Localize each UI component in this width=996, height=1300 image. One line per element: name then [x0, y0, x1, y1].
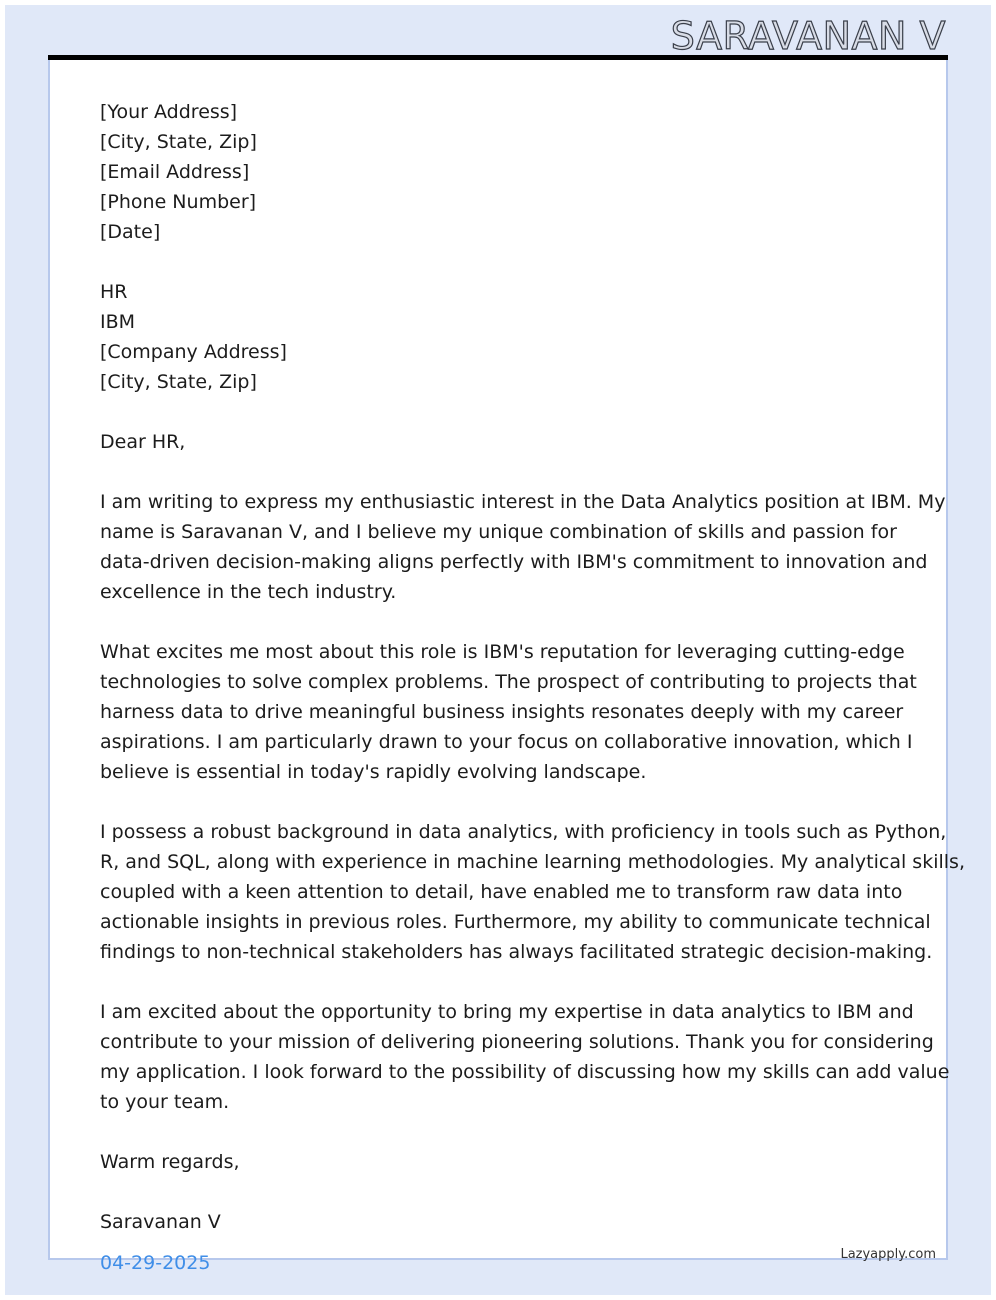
paragraph-line: harness data to drive meaningful business insights resonates deeply with my career [100, 701, 904, 723]
recipient-city-state-zip: [City, State, Zip] [100, 371, 257, 393]
sender-date: [Date] [100, 221, 161, 243]
sender-city-state-zip: [City, State, Zip] [100, 131, 257, 153]
paragraph-line: excellence in the tech industry. [100, 581, 397, 603]
cover-letter [100, 97, 965, 1237]
paragraph-line: I possess a robust background in data analytics, with proficiency in tools such as Python, [100, 821, 947, 843]
recipient-name: HR [100, 281, 128, 303]
paragraph-line: believe is essential in today's rapidly evolving landscape. [100, 761, 647, 783]
watermark-link[interactable]: Lazyapply.com [840, 1247, 936, 1262]
sender-block [100, 97, 900, 247]
footer-date: 04-29-2025 [100, 1252, 211, 1274]
sender-email: [Email Address] [100, 161, 250, 183]
paragraph-line: findings to non-technical stakeholders has always facilitated strategic decision-making. [100, 941, 933, 963]
paragraph-line: coupled with a keen attention to detail, have enabled me to transform raw data into [100, 881, 903, 903]
closing: Warm regards, [100, 1151, 240, 1173]
paragraph-line: What excites me most about this role is IBM's reputation for leveraging cutting-edge [100, 641, 905, 663]
paragraph-line: R, and SQL, along with experience in machine learning methodologies. My analytical skills, [100, 851, 965, 873]
paragraph-line: aspirations. I am particularly drawn to your focus on collaborative innovation, which I [100, 731, 913, 753]
body-paragraph-3 [100, 817, 965, 967]
recipient-company: IBM [100, 311, 136, 333]
body-paragraph-2 [100, 637, 917, 787]
header-name: SARAVANAN V [670, 14, 946, 58]
paragraph-line: to your team. [100, 1091, 230, 1113]
recipient-address: [Company Address] [100, 341, 287, 363]
signature: Saravanan V [100, 1211, 221, 1233]
paragraph-line: my application. I look forward to the possibility of discussing how my skills can add value [100, 1061, 950, 1083]
body-paragraph-4 [100, 997, 950, 1117]
paragraph-line: actionable insights in previous roles. Furthermore, my ability to communicate technical [100, 911, 931, 933]
salutation: Dear HR, [100, 431, 186, 453]
recipient-block [100, 277, 900, 397]
paragraph-line: contribute to your mission of delivering pioneering solutions. Thank you for considering [100, 1031, 934, 1053]
paragraph-line: data-driven decision-making aligns perfectly with IBM's commitment to innovation and [100, 551, 928, 573]
paragraph-line: technologies to solve complex problems. The prospect of contributing to projects that [100, 671, 917, 693]
paragraph-line: I am writing to express my enthusiastic interest in the Data Analytics position at IBM. My [100, 491, 946, 513]
paragraph-line: I am excited about the opportunity to bring my expertise in data analytics to IBM and [100, 1001, 914, 1023]
sender-phone: [Phone Number] [100, 191, 257, 213]
body-paragraph-1 [100, 487, 946, 607]
sender-address: [Your Address] [100, 101, 238, 123]
paragraph-line: name is Saravanan V, and I believe my unique combination of skills and passion for [100, 521, 897, 543]
